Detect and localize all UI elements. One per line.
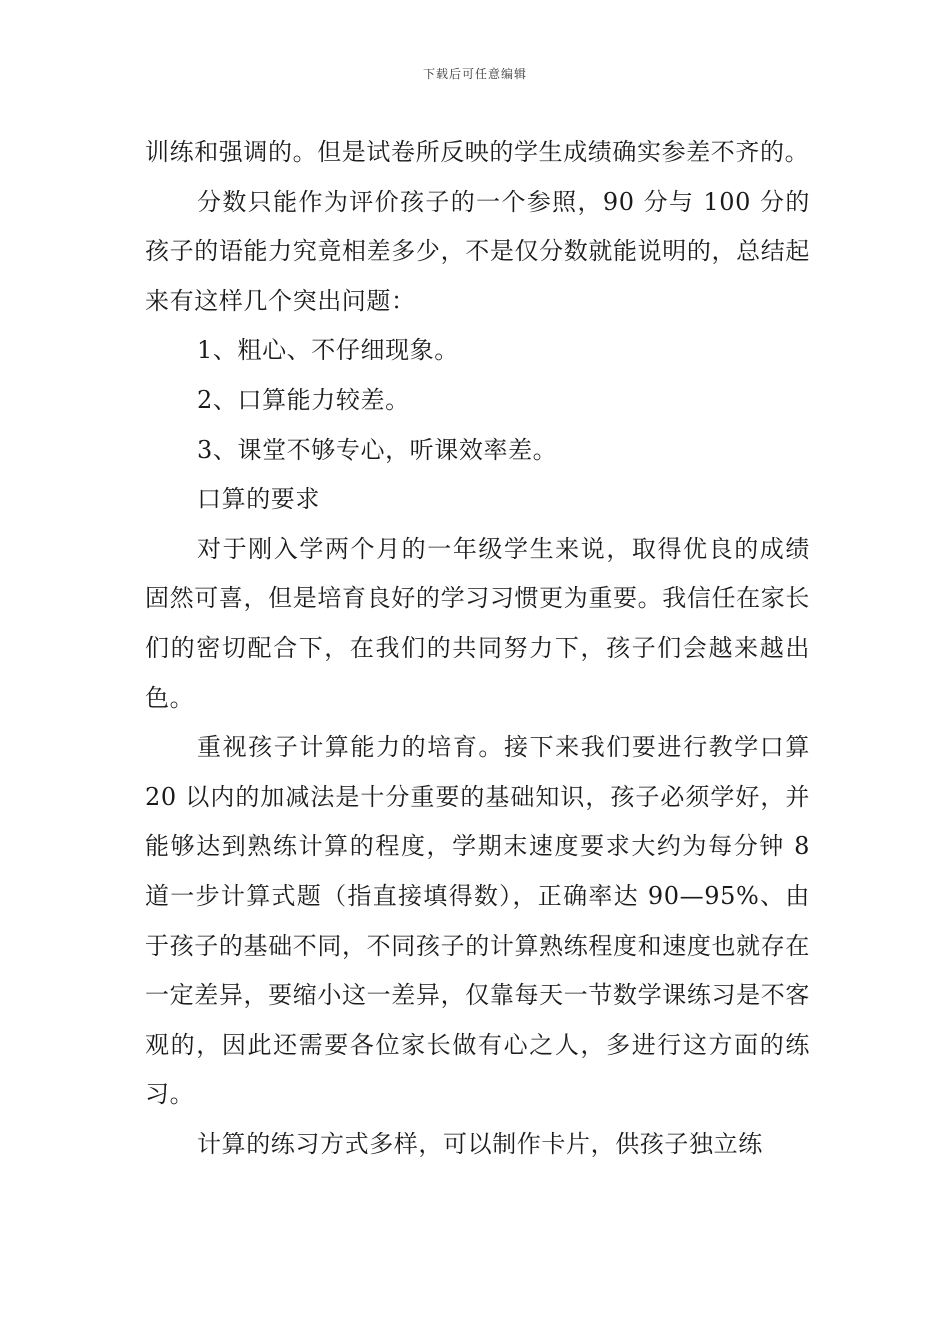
paragraph-continuation: 训练和强调的。但是试卷所反映的学生成绩确实参差不齐的。 — [145, 138, 810, 166]
paragraph-calculation-ability: 重视孩子计算能力的培育。接下来我们要进行教学口算 20 以内的加减法是十分重要的基础知识，孩子必须学好，并能够达到熟练计算的程度，学期末速度要求大约为每分钟 8 道一步计算式题（指直接填得数），正确率达 90—95%、由于孩子的基础不同，不同孩子的计算熟练程度和速度也就存在一定差异，要缩小这一差异，仅靠每天一节数学课练习是不客观的，因此还需要各位家长做有心之人，多进行这方面的练习。 — [145, 733, 810, 1109]
list-item-careless: 1、粗心、不仔细现象。 — [197, 336, 459, 365]
document-body — [145, 128, 810, 1169]
section-heading-oral-calculation: 口算的要求 — [197, 485, 320, 514]
paragraph-practice-methods: 计算的练习方式多样，可以制作卡片，供孩子独立练 — [197, 1129, 763, 1158]
list-item-oral-calculation: 2、口算能力较差。 — [197, 385, 410, 414]
paragraph-study-habits: 对于刚入学两个月的一年级学生来说，取得优良的成绩固然可喜，但是培育良好的学习习惯更为重要。我信任在家长们的密切配合下，在我们的共同努力下，孩子们会越来越出色。 — [145, 534, 810, 712]
page-header-note: 下载后可任意编辑 — [422, 67, 527, 81]
list-item-attention: 3、课堂不够专心，听课效率差。 — [197, 435, 558, 464]
paragraph-score-evaluation: 分数只能作为评价孩子的一个参照，90 分与 100 分的孩子的语能力究竟相差多少，不是仅分数就能说明的，总结起来有这样几个突出问题： — [145, 187, 810, 315]
